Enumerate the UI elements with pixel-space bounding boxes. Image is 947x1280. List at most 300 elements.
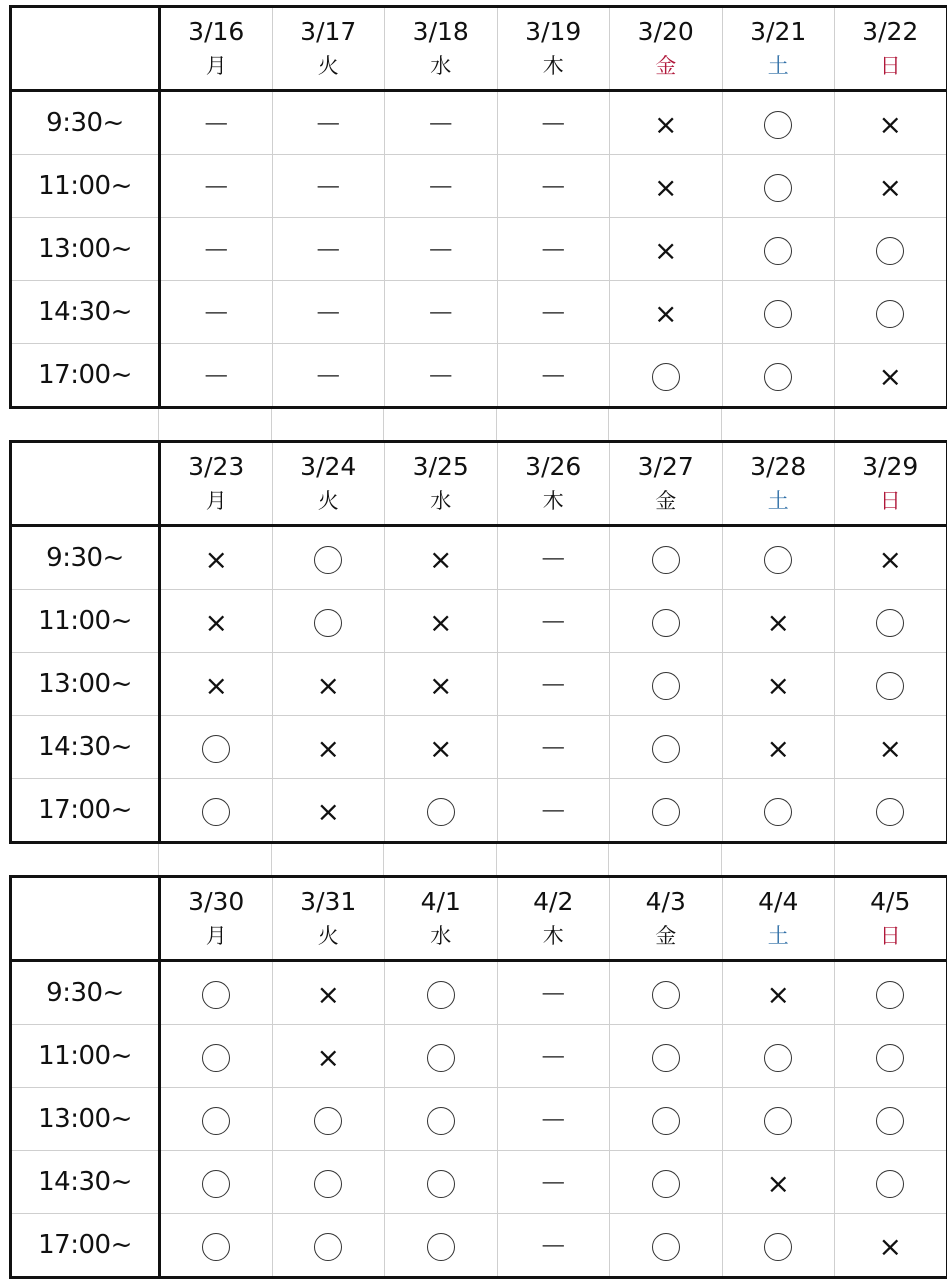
slot-cell — [272, 590, 385, 653]
slot-cell — [610, 155, 723, 218]
closed-mark: － — [539, 170, 568, 204]
slot-cell — [160, 779, 273, 843]
day-header — [160, 442, 273, 526]
slot-cell — [610, 91, 723, 155]
available-mark — [652, 798, 680, 826]
header-corner — [11, 877, 160, 961]
day-of-week: 水 — [430, 923, 452, 948]
slot-cell — [722, 716, 835, 779]
slot-cell — [497, 218, 610, 281]
available-mark — [652, 981, 680, 1009]
slot-cell — [385, 1088, 498, 1151]
time-label: 17:00~ — [11, 344, 160, 408]
available-mark — [202, 1233, 230, 1261]
gap-grid-line — [608, 844, 609, 875]
day-date: 3/26 — [525, 451, 582, 481]
time-label: 11:00~ — [11, 155, 160, 218]
slot-cell — [835, 218, 947, 281]
closed-mark: － — [539, 668, 568, 702]
gap-grid-line — [721, 844, 722, 875]
day-header — [272, 442, 385, 526]
full-mark: × — [654, 170, 678, 204]
full-mark: × — [878, 107, 902, 141]
day-of-week: 日 — [879, 923, 901, 948]
closed-mark: － — [426, 296, 455, 330]
slot-cell — [160, 155, 273, 218]
day-of-week: 土 — [767, 923, 789, 948]
slot-cell — [385, 1214, 498, 1278]
available-mark — [202, 981, 230, 1009]
full-mark: × — [429, 668, 453, 702]
day-date: 4/3 — [645, 886, 686, 916]
slot-cell — [722, 1151, 835, 1214]
slot-cell — [497, 91, 610, 155]
day-header — [610, 877, 723, 961]
available-mark — [876, 981, 904, 1009]
slot-cell — [160, 526, 273, 590]
day-header — [385, 442, 498, 526]
available-mark — [764, 1233, 792, 1261]
closed-mark: － — [539, 107, 568, 141]
day-of-week: 金 — [655, 488, 677, 513]
gap-grid-line — [158, 409, 159, 440]
day-of-week: 金 — [655, 923, 677, 948]
slot-cell — [272, 344, 385, 408]
closed-mark: － — [539, 233, 568, 267]
day-of-week: 木 — [542, 488, 564, 513]
slot-cell — [610, 779, 723, 843]
full-mark: × — [766, 668, 790, 702]
slot-cell — [385, 590, 498, 653]
slot-cell — [610, 653, 723, 716]
full-mark: × — [316, 794, 340, 828]
day-date: 3/25 — [412, 451, 469, 481]
full-mark: × — [316, 977, 340, 1011]
available-mark — [427, 1044, 455, 1072]
time-label: 11:00~ — [11, 590, 160, 653]
day-of-week: 木 — [542, 53, 564, 78]
closed-mark: － — [202, 107, 231, 141]
available-mark — [652, 1107, 680, 1135]
full-mark: × — [878, 359, 902, 393]
slot-cell — [160, 344, 273, 408]
day-header — [385, 7, 498, 91]
day-header — [610, 7, 723, 91]
day-header — [722, 7, 835, 91]
full-mark: × — [878, 542, 902, 576]
slot-cell — [385, 155, 498, 218]
time-label: 9:30~ — [11, 961, 160, 1025]
slot-cell — [497, 1088, 610, 1151]
day-header — [722, 877, 835, 961]
closed-mark: － — [539, 794, 568, 828]
day-date: 4/5 — [870, 886, 911, 916]
closed-mark: － — [539, 1166, 568, 1200]
time-slot-row — [11, 1088, 947, 1151]
day-header — [272, 877, 385, 961]
slot-cell — [610, 218, 723, 281]
closed-mark: － — [314, 359, 343, 393]
available-mark — [764, 1107, 792, 1135]
available-mark — [427, 981, 455, 1009]
slot-cell — [722, 91, 835, 155]
slot-cell — [497, 1025, 610, 1088]
available-mark — [876, 1044, 904, 1072]
slot-cell — [835, 716, 947, 779]
full-mark: × — [316, 1040, 340, 1074]
slot-cell — [722, 1025, 835, 1088]
closed-mark: － — [426, 359, 455, 393]
closed-mark: － — [539, 296, 568, 330]
day-date: 3/28 — [750, 451, 807, 481]
slot-cell — [610, 590, 723, 653]
available-mark — [876, 798, 904, 826]
day-of-week: 月 — [205, 53, 227, 78]
gap-grid-line — [608, 409, 609, 440]
day-of-week: 日 — [879, 488, 901, 513]
slot-cell — [385, 779, 498, 843]
slot-cell — [722, 218, 835, 281]
header-row — [11, 442, 947, 526]
full-mark: × — [766, 731, 790, 765]
slot-cell — [385, 344, 498, 408]
slot-cell — [160, 91, 273, 155]
header-corner — [11, 442, 160, 526]
slot-cell — [272, 653, 385, 716]
available-mark — [314, 1170, 342, 1198]
time-slot-row — [11, 716, 947, 779]
slot-cell — [610, 1151, 723, 1214]
available-mark — [652, 546, 680, 574]
slot-cell — [722, 779, 835, 843]
day-date: 3/21 — [750, 16, 807, 46]
slot-cell — [385, 91, 498, 155]
slot-cell — [497, 653, 610, 716]
available-mark — [202, 1170, 230, 1198]
slot-cell — [272, 281, 385, 344]
day-date: 3/23 — [188, 451, 245, 481]
time-slot-row — [11, 281, 947, 344]
available-mark — [764, 798, 792, 826]
day-of-week: 月 — [205, 923, 227, 948]
day-header — [160, 877, 273, 961]
available-mark — [202, 1107, 230, 1135]
gap-grid-line — [721, 409, 722, 440]
closed-mark: － — [539, 977, 568, 1011]
day-header — [497, 877, 610, 961]
time-label: 14:30~ — [11, 716, 160, 779]
closed-mark: － — [539, 1229, 568, 1263]
closed-mark: － — [202, 170, 231, 204]
slot-cell — [835, 1214, 947, 1278]
full-mark: × — [204, 605, 228, 639]
slot-cell — [160, 1025, 273, 1088]
slot-cell — [385, 653, 498, 716]
available-mark — [652, 1170, 680, 1198]
slot-cell — [722, 961, 835, 1025]
day-of-week: 木 — [542, 923, 564, 948]
closed-mark: － — [426, 107, 455, 141]
full-mark: × — [429, 542, 453, 576]
slot-cell — [272, 1025, 385, 1088]
slot-cell — [722, 344, 835, 408]
slot-cell — [497, 155, 610, 218]
day-date: 4/1 — [420, 886, 461, 916]
slot-cell — [385, 961, 498, 1025]
gap-grid-1 — [0, 409, 947, 440]
slot-cell — [610, 961, 723, 1025]
time-label: 11:00~ — [11, 1025, 160, 1088]
time-slot-row — [11, 653, 947, 716]
gap-grid-line — [834, 409, 835, 440]
slot-cell — [835, 91, 947, 155]
day-header — [497, 442, 610, 526]
available-mark — [427, 1107, 455, 1135]
day-header — [610, 442, 723, 526]
day-header — [722, 442, 835, 526]
slot-cell — [272, 1088, 385, 1151]
closed-mark: － — [202, 233, 231, 267]
slot-cell — [610, 1025, 723, 1088]
time-label: 14:30~ — [11, 1151, 160, 1214]
slot-cell — [272, 779, 385, 843]
time-label: 17:00~ — [11, 1214, 160, 1278]
available-mark — [652, 672, 680, 700]
available-mark — [314, 546, 342, 574]
available-mark — [876, 1170, 904, 1198]
full-mark: × — [878, 170, 902, 204]
closed-mark: － — [426, 233, 455, 267]
day-of-week: 土 — [767, 53, 789, 78]
day-of-week: 水 — [430, 488, 452, 513]
slot-cell — [385, 1025, 498, 1088]
gap-grid-line — [834, 844, 835, 875]
closed-mark: － — [314, 233, 343, 267]
slot-cell — [835, 590, 947, 653]
full-mark: × — [316, 731, 340, 765]
slot-cell — [272, 1151, 385, 1214]
closed-mark: － — [314, 107, 343, 141]
available-mark — [876, 672, 904, 700]
slot-cell — [835, 653, 947, 716]
available-mark — [764, 546, 792, 574]
slot-cell — [160, 281, 273, 344]
slot-cell — [160, 590, 273, 653]
day-of-week: 日 — [879, 53, 901, 78]
day-header — [835, 7, 947, 91]
time-slot-row — [11, 1214, 947, 1278]
time-label: 17:00~ — [11, 779, 160, 843]
day-date: 3/22 — [862, 16, 919, 46]
slot-cell — [610, 716, 723, 779]
header-corner — [11, 7, 160, 91]
slot-cell — [722, 281, 835, 344]
available-mark — [427, 1170, 455, 1198]
time-label: 9:30~ — [11, 91, 160, 155]
time-label: 9:30~ — [11, 526, 160, 590]
closed-mark: － — [426, 170, 455, 204]
slot-cell — [385, 526, 498, 590]
time-slot-row — [11, 91, 947, 155]
available-mark — [314, 1233, 342, 1261]
slot-cell — [272, 961, 385, 1025]
available-mark — [314, 1107, 342, 1135]
full-mark: × — [429, 605, 453, 639]
available-mark — [652, 1044, 680, 1072]
closed-mark: － — [314, 296, 343, 330]
time-label: 14:30~ — [11, 281, 160, 344]
full-mark: × — [654, 296, 678, 330]
slot-cell — [385, 1151, 498, 1214]
available-mark — [427, 798, 455, 826]
slot-cell — [610, 526, 723, 590]
available-mark — [652, 1233, 680, 1261]
available-mark — [876, 609, 904, 637]
time-slot-row — [11, 1025, 947, 1088]
slot-cell — [835, 961, 947, 1025]
full-mark: × — [878, 731, 902, 765]
slot-cell — [610, 1088, 723, 1151]
full-mark: × — [204, 668, 228, 702]
slot-cell — [272, 91, 385, 155]
closed-mark: － — [539, 1040, 568, 1074]
gap-grid-line — [383, 844, 384, 875]
slot-cell — [497, 1214, 610, 1278]
available-mark — [876, 300, 904, 328]
day-header — [835, 877, 947, 961]
slot-cell — [835, 344, 947, 408]
time-slot-row — [11, 155, 947, 218]
gap-grid-2 — [0, 844, 947, 875]
closed-mark: － — [539, 605, 568, 639]
slot-cell — [722, 526, 835, 590]
time-label: 13:00~ — [11, 218, 160, 281]
slot-cell — [272, 1214, 385, 1278]
schedule-table-week-3 — [9, 875, 947, 1279]
full-mark: × — [429, 731, 453, 765]
day-header — [497, 7, 610, 91]
slot-cell — [160, 653, 273, 716]
available-mark — [652, 609, 680, 637]
full-mark: × — [654, 107, 678, 141]
closed-mark: － — [539, 542, 568, 576]
available-mark — [764, 1044, 792, 1072]
day-of-week: 月 — [205, 488, 227, 513]
day-of-week: 金 — [655, 53, 677, 78]
slot-cell — [835, 1025, 947, 1088]
slot-cell — [272, 155, 385, 218]
full-mark: × — [316, 668, 340, 702]
day-date: 3/31 — [300, 886, 357, 916]
slot-cell — [835, 526, 947, 590]
day-date: 3/30 — [188, 886, 245, 916]
time-slot-row — [11, 526, 947, 590]
slot-cell — [835, 155, 947, 218]
available-mark — [876, 237, 904, 265]
slot-cell — [835, 779, 947, 843]
slot-cell — [722, 155, 835, 218]
available-mark — [314, 609, 342, 637]
closed-mark: － — [539, 1103, 568, 1137]
day-header — [160, 7, 273, 91]
header-row — [11, 7, 947, 91]
slot-cell — [385, 281, 498, 344]
day-date: 3/24 — [300, 451, 357, 481]
full-mark: × — [766, 977, 790, 1011]
time-slot-row — [11, 961, 947, 1025]
schedule-table-week-2 — [9, 440, 947, 844]
slot-cell — [385, 716, 498, 779]
closed-mark: － — [202, 296, 231, 330]
gap-grid-line — [496, 409, 497, 440]
day-of-week: 火 — [317, 53, 339, 78]
available-mark — [876, 1107, 904, 1135]
slot-cell — [497, 961, 610, 1025]
available-mark — [202, 735, 230, 763]
day-of-week: 火 — [317, 488, 339, 513]
slot-cell — [835, 1088, 947, 1151]
day-date: 3/29 — [862, 451, 919, 481]
full-mark: × — [766, 605, 790, 639]
slot-cell — [497, 1151, 610, 1214]
day-date: 4/4 — [758, 886, 799, 916]
available-mark — [202, 798, 230, 826]
slot-cell — [497, 716, 610, 779]
slot-cell — [272, 526, 385, 590]
slot-cell — [160, 218, 273, 281]
day-date: 3/19 — [525, 16, 582, 46]
slot-cell — [385, 218, 498, 281]
available-mark — [652, 363, 680, 391]
slot-cell — [160, 1214, 273, 1278]
day-date: 3/18 — [412, 16, 469, 46]
header-row — [11, 877, 947, 961]
slot-cell — [610, 1214, 723, 1278]
day-header — [272, 7, 385, 91]
gap-grid-line — [383, 409, 384, 440]
slot-cell — [722, 1214, 835, 1278]
gap-grid-line — [271, 409, 272, 440]
day-date: 3/16 — [188, 16, 245, 46]
slot-cell — [835, 1151, 947, 1214]
slot-cell — [497, 590, 610, 653]
day-date: 4/2 — [533, 886, 574, 916]
slot-cell — [160, 716, 273, 779]
available-mark — [764, 363, 792, 391]
slot-cell — [272, 716, 385, 779]
full-mark: × — [204, 542, 228, 576]
closed-mark: － — [314, 170, 343, 204]
slot-cell — [722, 1088, 835, 1151]
full-mark: × — [878, 1229, 902, 1263]
available-mark — [202, 1044, 230, 1072]
schedule-table-week-1 — [9, 5, 947, 409]
slot-cell — [497, 344, 610, 408]
day-date: 3/27 — [637, 451, 694, 481]
available-mark — [764, 111, 792, 139]
day-header — [835, 442, 947, 526]
gap-grid-line — [158, 844, 159, 875]
closed-mark: － — [539, 731, 568, 765]
slot-cell — [497, 281, 610, 344]
closed-mark: － — [539, 359, 568, 393]
day-of-week: 土 — [767, 488, 789, 513]
slot-cell — [722, 653, 835, 716]
available-mark — [652, 735, 680, 763]
day-of-week: 火 — [317, 923, 339, 948]
time-slot-row — [11, 779, 947, 843]
time-slot-row — [11, 218, 947, 281]
